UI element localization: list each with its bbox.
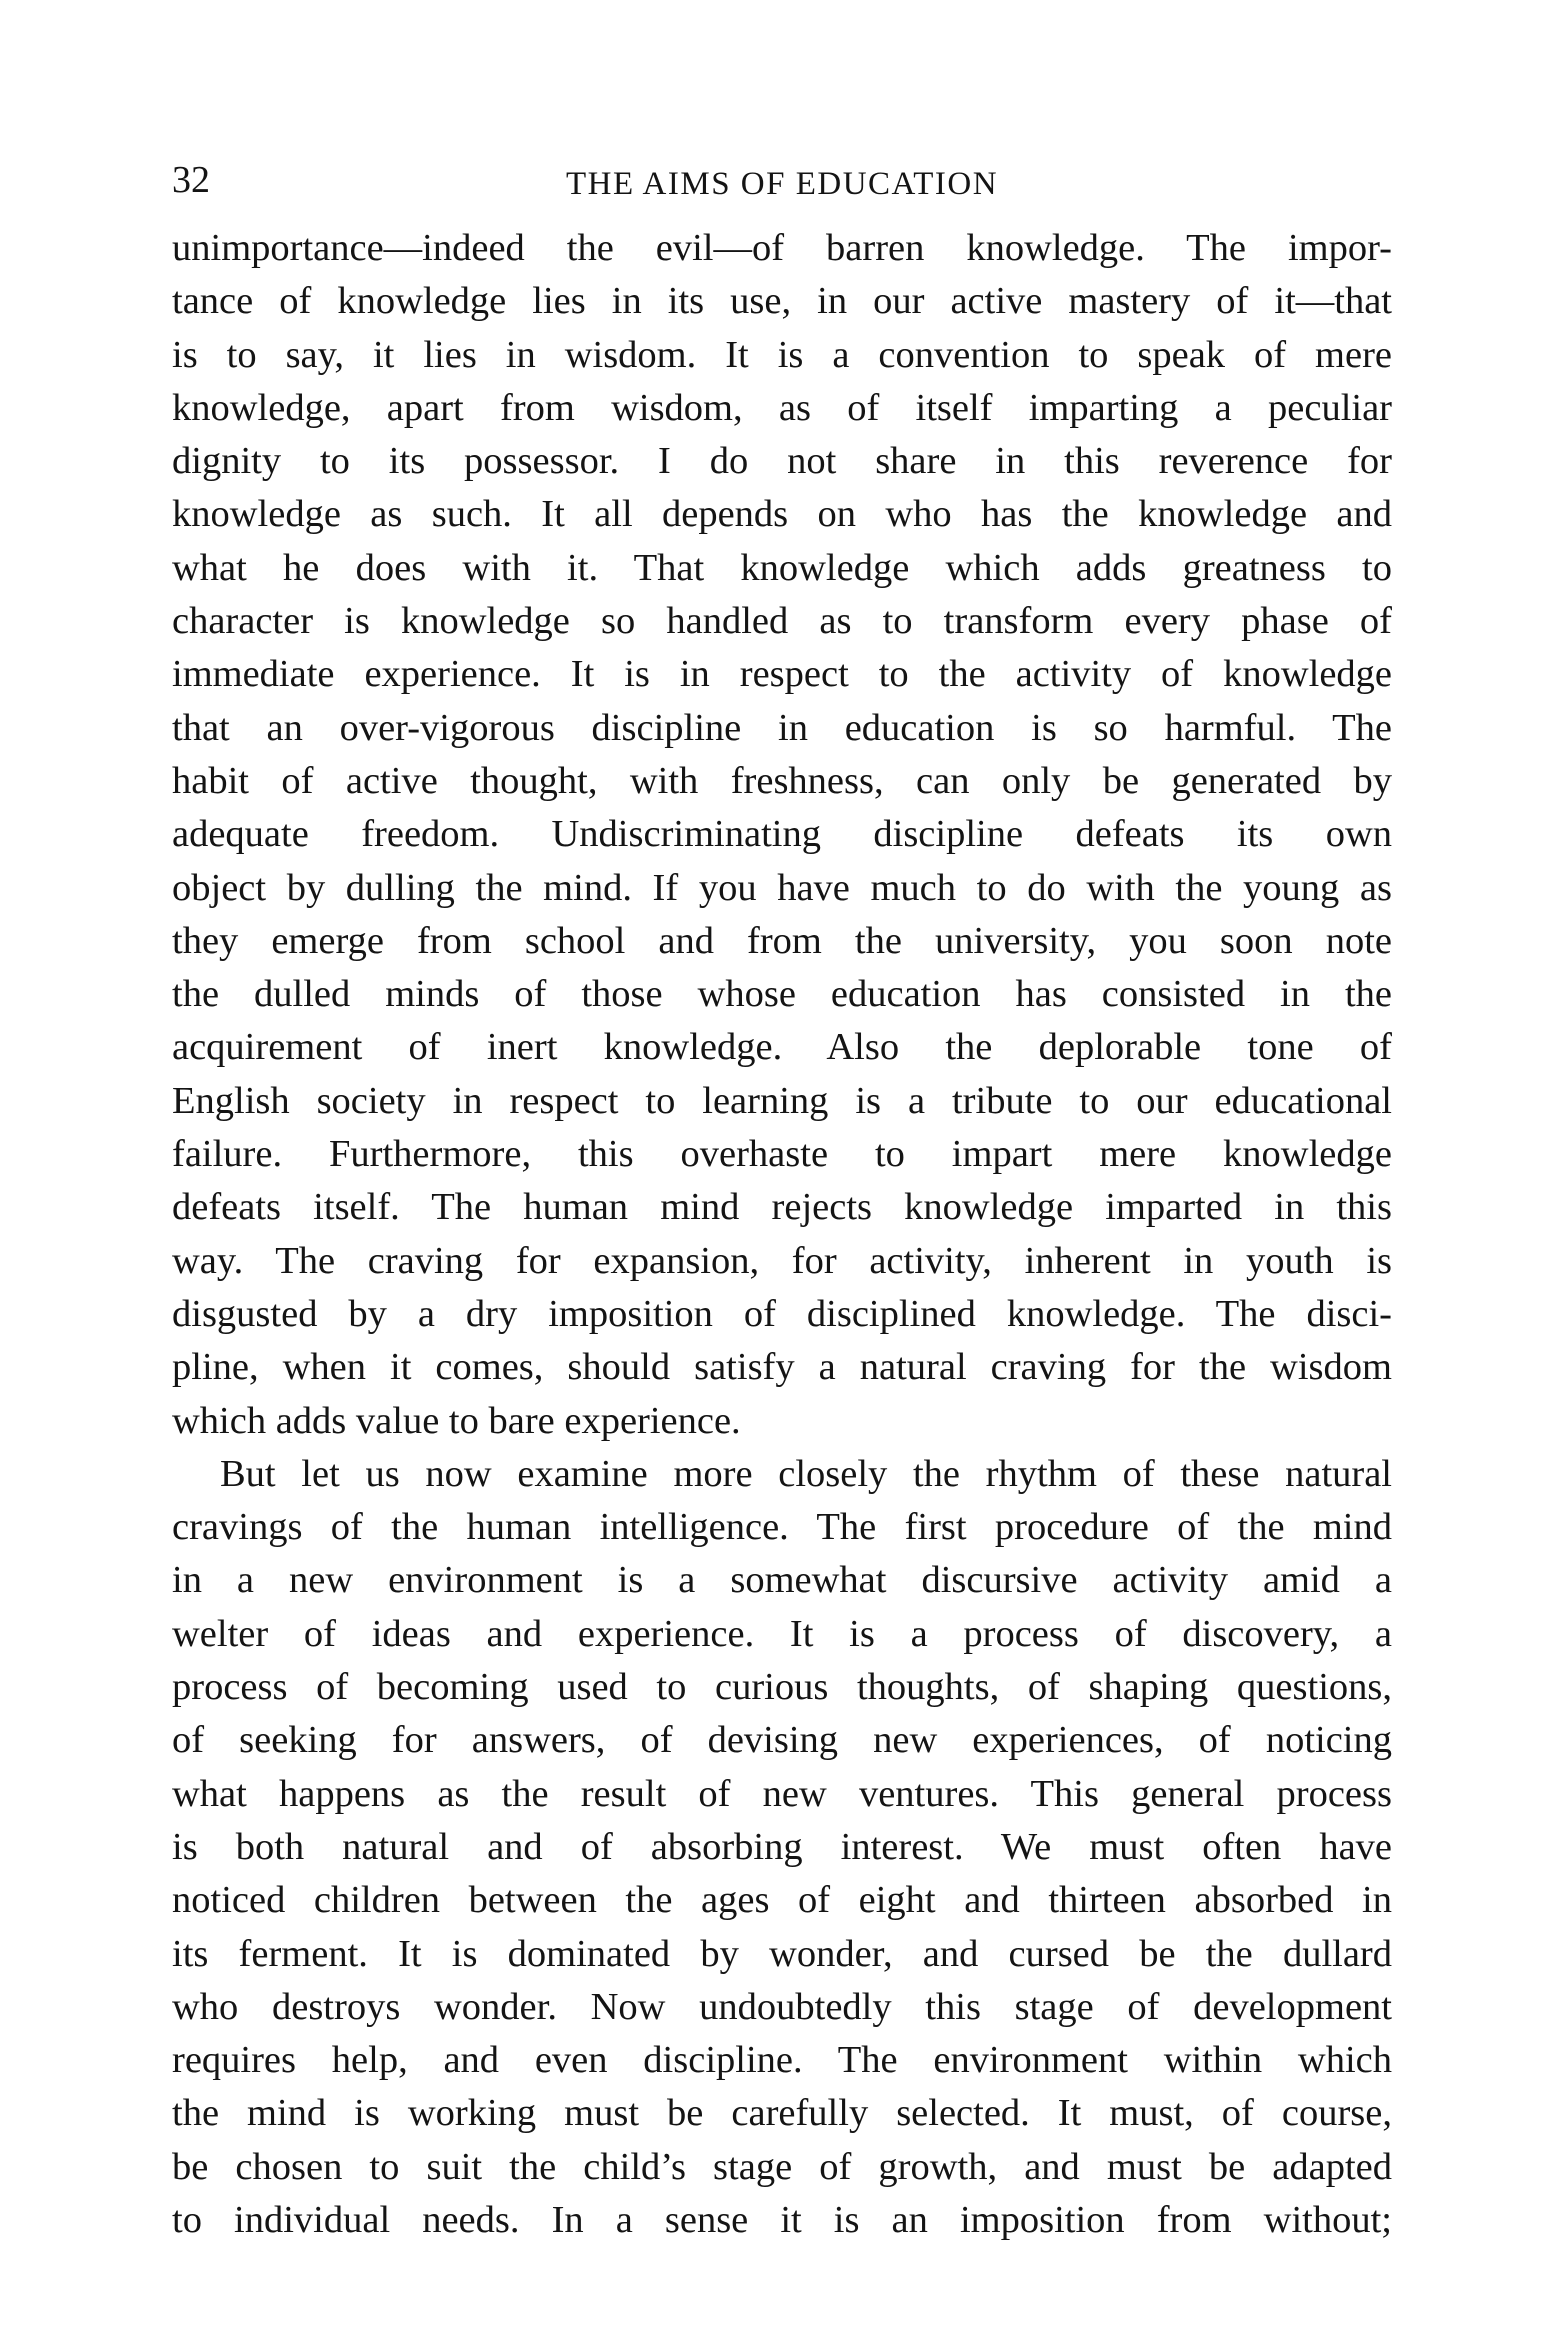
text-body (172, 222, 1392, 2247)
text-line: character is knowledge so handled as to transform every phase of (172, 600, 1392, 643)
text-line: immediate experience. It is in respect to the activity of knowledge (172, 653, 1392, 696)
text-line: what happens as the result of new ventures. This general process (172, 1772, 1392, 1815)
text-line: process of becoming used to curious thoughts, of shaping questions, (172, 1666, 1392, 1709)
paragraph-1 (172, 222, 1392, 1448)
text-line: noticed children between the ages of eight and thirteen absorbed in (172, 1879, 1392, 1922)
text-line: pline, when it comes, should satisfy a natural craving for the wisdom (172, 1346, 1392, 1389)
text-line: knowledge as such. It all depends on who has the knowledge and (172, 493, 1392, 536)
page-number: 32 (172, 159, 210, 201)
text-line: what he does with it. That knowledge which adds greatness to (172, 546, 1392, 589)
text-line: adequate freedom. Undiscriminating discipline defeats its own (172, 813, 1392, 856)
text-line: way. The craving for expansion, for activity, inherent in youth is (172, 1239, 1392, 1282)
text-line: which adds value to bare experience. (172, 1399, 741, 1442)
paragraph-2 (172, 1448, 1392, 2247)
text-line: But let us now examine more closely the rhythm of these natural (220, 1452, 1392, 1495)
text-line: welter of ideas and experience. It is a process of discovery, a (172, 1612, 1392, 1655)
text-line: failure. Furthermore, this overhaste to impart mere knowledge (172, 1133, 1392, 1176)
running-title: THE AIMS OF EDUCATION (565, 166, 999, 202)
text-line: English society in respect to learning is a tribute to our educational (172, 1079, 1392, 1122)
text-line: the mind is working must be carefully selected. It must, of course, (172, 2092, 1392, 2135)
text-line: is both natural and of absorbing interest. We must often have (172, 1825, 1392, 1868)
text-line: in a new environment is a somewhat discursive activity amid a (172, 1559, 1392, 1602)
text-line: that an over-vigorous discipline in education is so harmful. The (172, 706, 1392, 749)
text-line: they emerge from school and from the university, you soon note (172, 919, 1392, 962)
text-line: knowledge, apart from wisdom, as of itself imparting a peculiar (172, 386, 1392, 429)
text-line: requires help, and even discipline. The environment within which (172, 2039, 1392, 2082)
text-line: object by dulling the mind. If you have much to do with the young as (172, 866, 1392, 909)
text-line: habit of active thought, with freshness, can only be generated by (172, 759, 1392, 802)
text-line: unimportance—indeed the evil—of barren knowledge. The impor- (172, 227, 1392, 269)
text-line: the dulled minds of those whose education has consisted in the (172, 973, 1392, 1016)
text-line: its ferment. It is dominated by wonder, and cursed be the dullard (172, 1932, 1392, 1975)
text-line: of seeking for answers, of devising new experiences, of noticing (172, 1719, 1392, 1762)
text-line: cravings of the human intelligence. The first procedure of the mind (172, 1506, 1392, 1549)
text-line: acquirement of inert knowledge. Also the deplorable tone of (172, 1026, 1392, 1069)
running-head (172, 150, 1392, 210)
text-line: tance of knowledge lies in its use, in our active mastery of it—that (172, 280, 1392, 323)
text-line: is to say, it lies in wisdom. It is a convention to speak of mere (172, 333, 1392, 376)
text-line: dignity to its possessor. I do not share in this reverence for (172, 440, 1392, 483)
text-line: defeats itself. The human mind rejects knowledge imparted in this (172, 1186, 1392, 1229)
text-line: be chosen to suit the child’s stage of growth, and must be adapted (172, 2145, 1392, 2188)
text-line: who destroys wonder. Now undoubtedly this stage of development (172, 1985, 1392, 2028)
text-line: disgusted by a dry imposition of disciplined knowledge. The disci- (172, 1292, 1392, 1335)
text-line: to individual needs. In a sense it is an imposition from without; (172, 2198, 1392, 2241)
